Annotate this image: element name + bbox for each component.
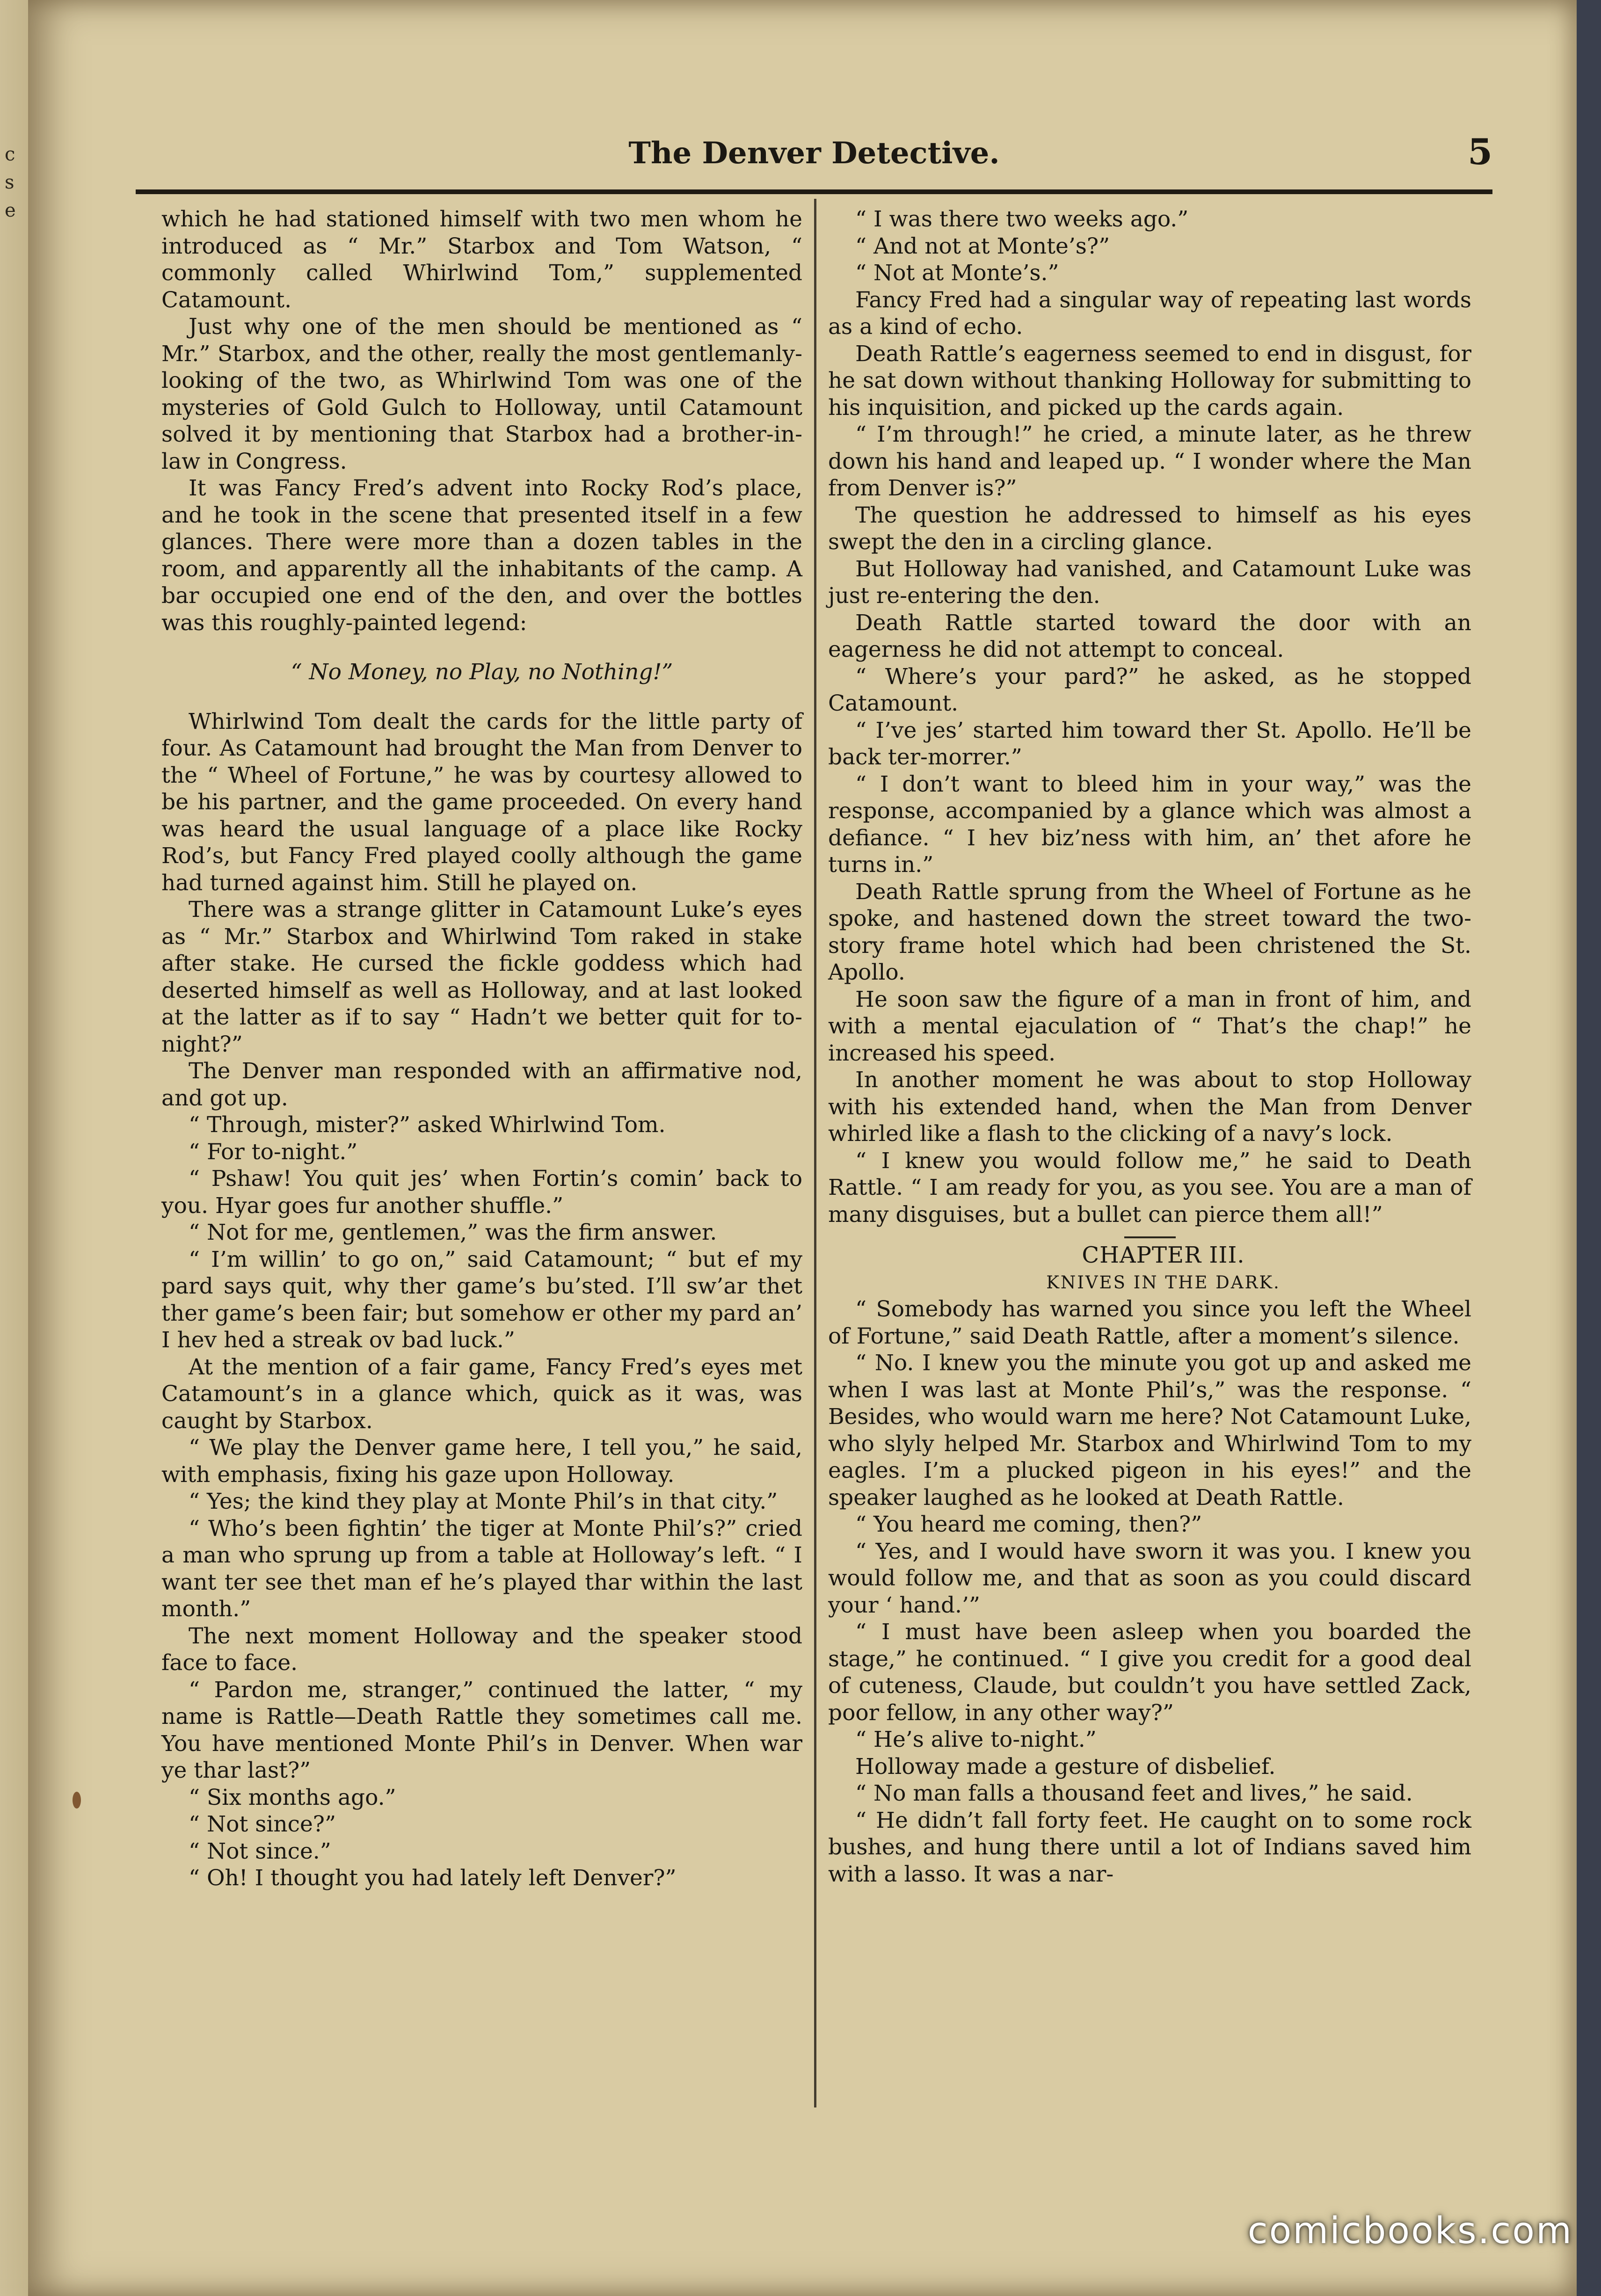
paragraph: “ Who’s been fightin’ the tiger at Monte Phil’s?” cried a man who sprung up from a table at Holloway’s left. “ I want ter see thet man ef he’s played thar within the last month.” [161,1515,802,1622]
section-rule [1124,1236,1176,1238]
paragraph: Whirlwind Tom dealt the cards for the little party of four. As Catamount had brought the Man from Denver to the “ Wheel of Fortune,” he was by courtesy allowed to be his partner, and the game proceeded. On every hand was heard the usual language of a place like Rocky Rod’s, but Fancy Fred played coolly although the game had turned against him. Still he played on. [161,708,802,896]
paragraph: Death Rattle’s eagerness seemed to end in disgust, for he sat down without thanking Holloway for submitting to his inquisition, and picked up the cards again. [828,341,1471,421]
paragraph: “ I don’t want to bleed him in your way,” was the response, accompanied by a glance which was almost a defiance. “ I hev biz’ness with him, an’ thet afore he turns in.” [828,771,1471,878]
bar-legend: “ No Money, no Play, no Nothing!” [291,659,673,685]
paragraph: which he had stationed himself with two men whom he introduced as “ Mr.” Starbox and Tom Watson, “ commonly called Whirlwind Tom,” supplemented Catamount. [161,206,802,313]
column-rule [814,199,816,2107]
paragraph: “ I’m willin’ to go on,” said Catamount; “ but ef my pard says quit, why ther game’s bu’sted. I’ll sw’ar thet ther game’s been fair; but somehow er other my pard an’ I hev hed a streak ov bad luck.” [161,1246,802,1353]
paragraph: He soon saw the figure of a man in front of him, and with a mental ejaculation of “ That’s the chap!” he increased his speed. [828,986,1471,1066]
paragraph: “ And not at Monte’s?” [855,233,1110,259]
paragraph: “ Pardon me, stranger,” continued the latter, “ my name is Rattle—Death Rattle they sometimes call me. You have mentioned Monte Phil’s in Denver. When war ye thar last?” [161,1677,802,1783]
right-column-after-chapter [828,1296,1471,1888]
paragraph: The next moment Holloway and the speaker stood face to face. [161,1623,802,1676]
paragraph: There was a strange glitter in Catamount Luke’s eyes as “ Mr.” Starbox and Whirlwind Tom raked in stake after stake. He cursed the fickle goddess which had deserted himself as well as Holloway, and at last looked at the latter as if to say “ Hadn’t we better quit for to-night?” [161,897,802,1057]
left-page-marks: c s e [5,144,16,221]
paragraph: “ Not since?” [189,1811,336,1837]
paragraph: “ Not at Monte’s.” [855,260,1059,286]
chapter-title: KNIVES IN THE DARK. [1046,1272,1281,1293]
paragraph: “ Pshaw! You quit jes’ when Fortin’s comin’ back to you. Hyar goes fur another shuffle.” [161,1166,802,1219]
paragraph: “ Somebody has warned you since you left the Wheel of Fortune,” said Death Rattle, after a moment’s silence. [828,1296,1471,1349]
paragraph: “ Six months ago.” [189,1784,396,1810]
paragraph: “ No man falls a thousand feet and lives,” he said. [855,1780,1413,1806]
paragraph: Death Rattle started toward the door with an eagerness he did not attempt to conceal. [828,610,1471,662]
paragraph: “ No. I knew you the minute you got up and asked me when I was last at Monte Phil’s,” was the response. “ Besides, who would warn me here? Not Catamount Luke, who slyly helped Mr. Starbox and Whirlwind Tom to my eagles. I’m a plucked pigeon in his eyes!” and the speaker laughed as he looked at Death Rattle. [828,1350,1471,1511]
watermark-logo: comicbooks.com [1247,2210,1573,2252]
paragraph: “ He didn’t fall forty feet. He caught on to some rock bushes, and hung there until a lot of Indians saved him with a lasso. It was a nar- [828,1807,1471,1887]
paragraph: “ Where’s your pard?” he asked, as he stopped Catamount. [828,663,1471,716]
paragraph: “ Oh! I thought you had lately left Denver?” [189,1865,677,1891]
paragraph: “ Not for me, gentlemen,” was the firm answer. [189,1220,717,1245]
paragraph: “ For to-night.” [189,1139,358,1165]
paragraph: Death Rattle sprung from the Wheel of Fortune as he spoke, and hastened down the street toward the two-story frame hotel which had been christened the St. Apollo. [828,879,1471,985]
page-number: 5 [1468,131,1492,173]
paragraph: “ I’ve jes’ started him toward ther St. Apollo. He’ll be back ter-morrer.” [828,717,1471,770]
paragraph: “ We play the Denver game here, I tell you,” he said, with emphasis, fixing his gaze upon Holloway. [161,1435,802,1488]
paragraph: “ I’m through!” he cried, a minute later, as he threw down his hand and leaped up. “ I wonder where the Man from Denver is?” [828,421,1471,501]
paragraph: “ Yes; the kind they play at Monte Phil’s in that city.” [189,1489,778,1514]
paragraph: Fancy Fred had a singular way of repeating last words as a kind of echo. [828,287,1471,340]
paragraph: “ I was there two weeks ago.” [855,206,1189,232]
paragraph: But Holloway had vanished, and Catamount Luke was just re-entering the den. [828,556,1471,609]
paper-stain [73,1792,81,1809]
paragraph: “ Not since.” [189,1838,331,1864]
right-column [828,206,1471,1888]
paragraph: In another moment he was about to stop Holloway with his extended hand, when the Man from Denver whirled like a flash to the clicking of a navy’s lock. [828,1067,1471,1147]
chapter-number: CHAPTER III. [1082,1242,1245,1268]
paragraph: “ Yes, and I would have sworn it was you. I knew you would follow me, and that as soon as you could discard your ‘ hand.’” [828,1538,1471,1618]
paragraph: The question he addressed to himself as his eyes swept the den in a circling glance. [828,502,1471,555]
newspaper-page [28,0,1577,2296]
paragraph: “ I knew you would follow me,” he said to Death Rattle. “ I am ready for you, as you see. You are a man of many disguises, but a bullet can pierce them all!” [828,1148,1471,1228]
paragraph: Holloway made a gesture of disbelief. [855,1753,1276,1780]
paragraph: The Denver man responded with an affirmative nod, and got up. [161,1058,802,1111]
right-column-before-chapter [828,206,1471,1228]
paragraph: “ He’s alive to-night.” [855,1727,1097,1752]
left-column [161,206,802,1892]
header-rule [136,189,1492,194]
paragraph: It was Fancy Fred’s advent into Rocky Rod’s place, and he took in the scene that presented itself in a few glances. There were more than a dozen tables in the room, and apparently all the inhabitants of the camp. A bar occupied one end of the den, and over the bottles was this roughly-painted legend: [161,475,802,636]
paragraph: “ Through, mister?” asked Whirlwind Tom. [189,1112,666,1138]
paragraph: “ I must have been asleep when you boarded the stage,” he continued. “ I give you credit for a good deal of cuteness, Claude, but couldn’t you have settled Zack, poor fellow, in any other way?” [828,1619,1471,1726]
publication-title: The Denver Detective. [628,136,1000,171]
paragraph: Just why one of the men should be mentioned as “ Mr.” Starbox, and the other, really the most gentlemanly-looking of the two, as Whirlwind Tom was one of the mysteries of Gold Gulch to Holloway, until Catamount solved it by mentioning that Starbox had a brother-in-law in Congress. [161,314,802,474]
paragraph: At the mention of a fair game, Fancy Fred’s eyes met Catamount’s in a glance which, quick as it was, was caught by Starbox. [161,1354,802,1434]
page-header [136,131,1492,178]
paragraph: “ You heard me coming, then?” [855,1511,1202,1537]
